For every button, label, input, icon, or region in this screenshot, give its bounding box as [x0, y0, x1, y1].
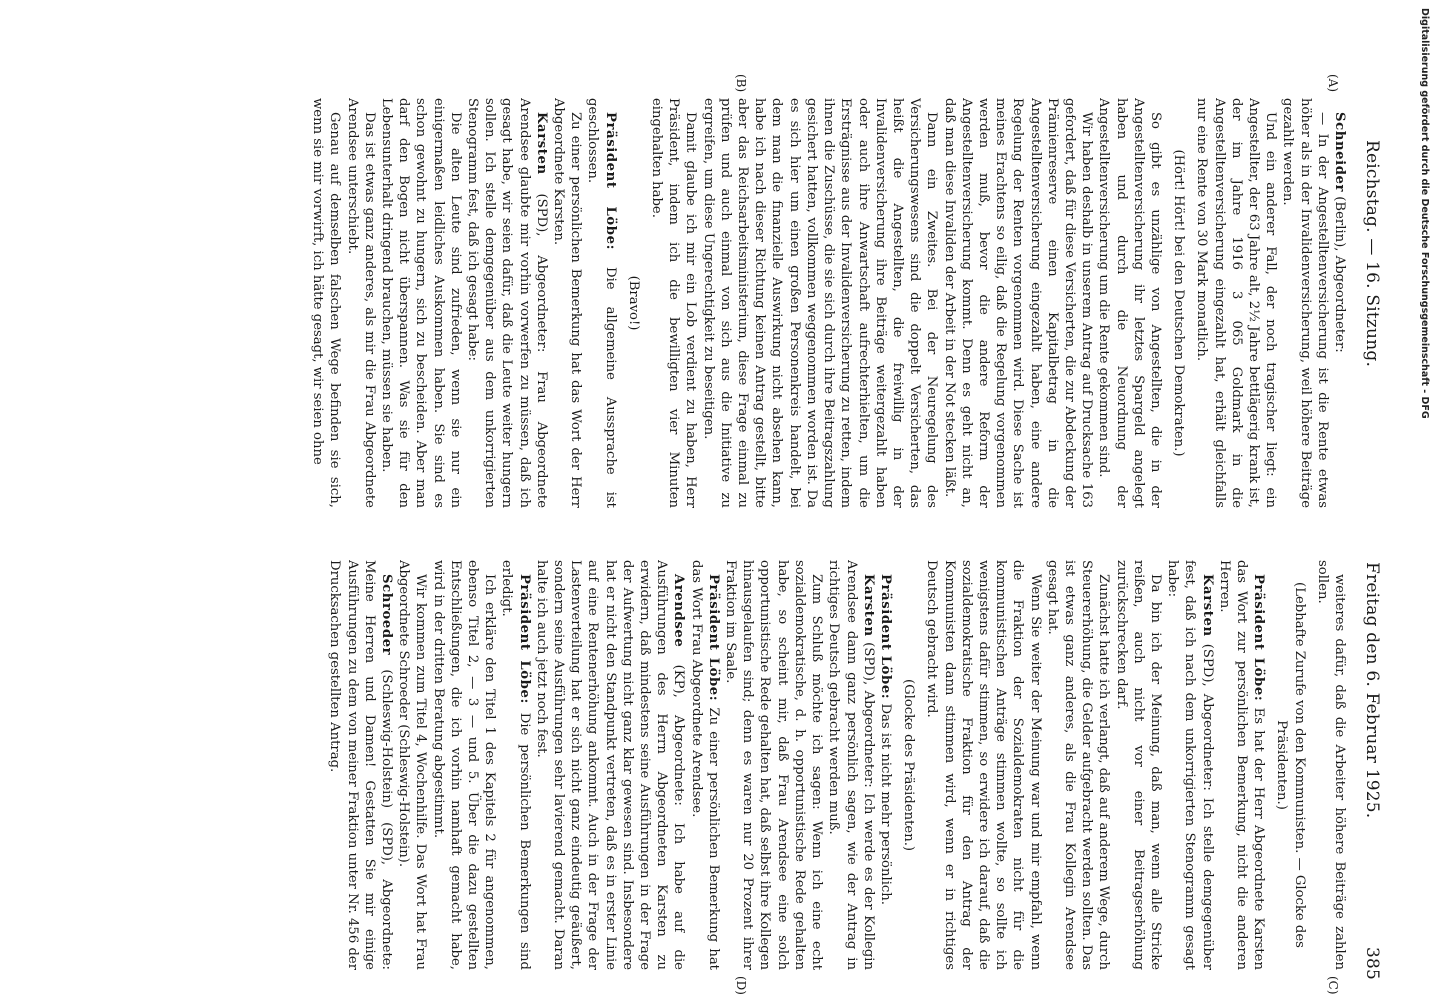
speaker-paragraph	[584, 98, 618, 508]
speaker-paragraph	[1216, 560, 1268, 970]
speech-text: (SPD), Abgeordneter: Ich werde es der Kollegin Arendsee dann ganz persönlich sagen, wie der Antrag in richtiges Deutsch gebracht werden muß.	[826, 560, 876, 970]
interjection: (Glocke des Präsidenten.)	[901, 678, 917, 852]
speaker-paragraph	[1331, 98, 1348, 508]
speaker-name: Arendsee	[671, 574, 687, 648]
interjection: (Lebhafte Zurufe von den Kommunisten. — Glocke des Präsidenten.)	[1274, 582, 1307, 948]
speech-text: (KP), Abgeordnete: Ich habe auf die Ausführungen des Herrn Abgeordneten Karsten zu erwidern, daß mindestens seine Ausführungen in der Frage der Aufwertung nicht ganz klar gewesen sind. Insbesondere hat er nicht den Standpunkt vertreten, daß es in erster Linie auf eine Rentenerhöhung ankommt. Auch in der Frage der Lastenverteilung hat er sich nicht ganz eindeutig geäußert, sondern seine Ausführungen sehr lavierend gemacht. Daran halte ich auch jetzt noch fest.	[533, 560, 687, 970]
paragraph: Das ist etwas ganz anderes, als mir die Frau Abgeordnete Arendsee unterschiebt.	[344, 98, 377, 508]
header-date: Freitag den 6. Februar 1925.	[1362, 562, 1382, 819]
speaker-name: Präsident Löbe:	[877, 574, 893, 700]
speech-text: (Berlin), Abgeordneter:	[1332, 192, 1347, 353]
paragraph: Zum Schluß möchte ich sagen: Wenn ich eine echt sozialdemokratische, d. h. opportunistische Rede gehalten habe, so scheint mir, daß Frau Arendsee eine solch opportunistische Rede gehalten hat, daß selbst ihre Kollegen hinausgelaufen sind; denn es waren nur 20 Prozent ihrer Fraktion im Saale.	[723, 560, 825, 970]
paragraph: Damit glaube ich mir ein Lob verdient zu haben, Herr Präsident, indem ich die bewilligten vier Minuten eingehalten habe.	[649, 98, 699, 508]
speech-text: Das ist nicht mehr persönlich.	[877, 699, 893, 905]
speech-text: Die persönlichen Bemerkungen sind erledigt.	[499, 560, 532, 970]
speaker-name: Präsident Löbe:	[705, 574, 721, 702]
paragraph: — In der Angestelltenversicherung ist die Rente etwas höher als in der Invalidenversicherung, weil höhere Beiträge gezahlt werden.	[1280, 98, 1330, 508]
paragraph: Da bin ich der Meinung, daß man, wenn alle Stricke reißen, auch nicht vor einer Beitragserhöhung zurückschrecken darf.	[1113, 560, 1163, 970]
speaker-name: Schroeder	[379, 574, 395, 656]
speaker-name: Präsident Löbe:	[1251, 574, 1267, 702]
speaker-paragraph	[1164, 560, 1216, 970]
paragraph: Ich erkläre den Titel 1 des Kapitels 2 für angenommen, ebenso Titel 2, — 3 — und 5. Über die dazu gestellten Entschließungen, die ich vorhin namhaft gemacht habe, wird in der dritten Beratung abgestimmt.	[430, 560, 498, 970]
left-column	[68, 98, 1348, 508]
speech-text: (SPD), Abgeordneter: Frau Abgeordnete Arendsee glaubte mir vorhin vorwerfen zu müssen, daß ich gesagt habe, wir seien dafür, daß die Leute weiter hungern sollen. Ich stelle demgegenüber aus dem unkorrigierten Stenogramm fest, daß ich gesagt habe:	[465, 98, 549, 508]
speaker-paragraph	[464, 98, 550, 508]
paragraph: Zunächst hatte ich verlangt, daß auf anderem Wege, durch Steuererhöhung, die Gelder aufgebracht werden sollten. Das ist etwas ganz anderes, als die Frau Kollegin Arendsee gesagt hat.	[1044, 560, 1112, 970]
speech-text: (Schleswig-Holstein) (SPD), Abgeordnete: Meine Herren und Damen! Gestatten Sie mir einige Ausführungen zu dem von meiner Fraktion unter Nr. 456 der Drucksachen gestellten Antrag.	[327, 560, 395, 970]
speech-text: Es hat der Herr Abgeordnete Karsten das Wort zur persönlichen Bemerkung, nicht die anderen Herren.	[1216, 560, 1267, 970]
speaker-name: Karsten	[1199, 574, 1215, 637]
page-header	[1356, 78, 1388, 998]
paragraph: So gibt es unzählige von Angestellten, die in der Angestelltenversicherung ihr letztes Spargeld angelegt haben und durch die Neuordnung der Angestelltenversicherung um die Rente gekommen sind.	[1096, 98, 1163, 508]
digitization-note-text: Digitalisierung gefördert durch die Deutsche Forschungsgemeinschaft - DFG	[1419, 8, 1430, 419]
digitization-note	[1418, 8, 1432, 992]
paragraph: Zu einer persönlichen Bemerkung hat das Wort der Herr Abgeordnete Karsten.	[551, 98, 584, 508]
interjection: (Hört! Hört! bei den Deutschen Demokraten.)	[1171, 149, 1187, 457]
interjection: (Bravo!)	[625, 275, 641, 331]
speech-text: Zu einer persönlichen Bemerkung hat das Wort Frau Abgeordnete Arendsee.	[688, 560, 721, 970]
paragraph: Wir kommen zum Titel 4, Wochenhilfe. Das Wort hat Frau Abgeordnete Schroeder (Schleswig-Holstein).	[396, 560, 429, 970]
margin-mark-c: (C)	[1326, 976, 1340, 995]
margin-mark-d: (D)	[734, 976, 748, 995]
paragraph: Dann ein Zweites. Bei der Neuregelung des Versicherungswesens sind die doppelt Versicherten, das heißt die Angestellten, die freiwillig in der Invalidenversicherung ihre Beiträge weitergezahlt haben oder auch ihre Anwartschaft aufrechterhielten, um die Ersträgnisse aus der Invalidenversicherung zu retten, indem ihnen die Zuschüsse, die sie sich durch ihre Beitragszahlung gesichert hatten, vollkommen weggenommen worden ist. Da es sich hier um einen großen Personenkreis handelt, bei dem man die finanzielle Auswirkung nicht absehen kann, habe ich nach dieser Richtung keinen Antrag gestellt, bitte aber das Reichsarbeitsministerium, diese Frage einmal zu prüfen und auch einmal von sich aus die Initiative zu ergreifen, um diese Ungerechtigkeit zu beseitigen.	[700, 98, 940, 508]
speech-text: Die allgemeine Aussprache ist geschlossen.	[585, 98, 618, 508]
speaker-name: Karsten	[860, 574, 876, 637]
speaker-paragraph	[825, 560, 877, 970]
document-page	[58, 74, 1388, 998]
speaker-paragraph	[687, 560, 721, 970]
margin-mark-a: (A)	[1326, 74, 1340, 93]
speaker-paragraph	[498, 560, 532, 970]
header-session: Reichstag. — 16. Sitzung.	[1362, 140, 1382, 368]
speaker-paragraph	[533, 560, 688, 970]
paragraph: Wir haben deshalb in unserem Antrag auf Drucksache 163 gefordert, daß für diese Versicherten, die zur Abdeckung der Prämienreserve einen Kapitalbetrag in die Angestelltenversicherung eingezahlt haben, eine andere Regelung der Renten vorgenommen wird. Diese Sache ist meines Erachtens so eilig, daß die Regelung vorgenommen werden muß, bevor die andere Reform der Angestelltenversicherung kommt. Denn es geht nicht an, daß man diese Invaliden der Arbeit in der Not stecken läßt.	[941, 98, 1095, 508]
speaker-paragraph	[877, 560, 894, 970]
paragraph: weiteres dafür, daß die Arbeiter höhere Beiträge zahlen sollen.	[1314, 560, 1347, 970]
paragraph: Und ein anderer Fall, der noch tragischer liegt: ein Angestellter, der 63 Jahre alt, 2½ Jahre bettlägerig krank ist, der im Jahre 1916 3 065 Goldmark in die Angestelltenversicherung eingezahlt hat, erhält gleichfalls nur eine Rente von 30 Mark monatlich.	[1194, 98, 1279, 508]
speaker-name: Schneider	[1332, 112, 1347, 193]
header-page-number: 385	[1362, 946, 1382, 980]
speaker-name: Präsident Löbe:	[602, 112, 618, 251]
speaker-paragraph	[326, 560, 395, 970]
speaker-name: Karsten	[533, 112, 549, 175]
right-column	[68, 560, 1348, 970]
margin-mark-b: (B)	[734, 74, 748, 93]
speech-text: (SPD), Abgeordneter: Ich stelle demgegenüber fest, daß ich nach dem unkorrigierten Stenogramm gesagt habe:	[1165, 560, 1215, 970]
paragraph: Genau auf demselben falschen Wege befinden sie sich, wenn sie mir vorwirft, ich hätte gesagt, wir seien ohne	[310, 98, 343, 508]
paragraph: Die alten Leute sind zufrieden, wenn sie nur ein einigermaßen leidliches Auskommen haben. Sie sind es schon gewohnt zu hungern, sich zu bescheiden. Aber man darf den Bogen nicht überspannen. Was sie für den Lebensunterhalt dringend brauchen, müssen sie haben.	[379, 98, 463, 508]
speaker-name: Präsident Löbe:	[516, 574, 532, 704]
paragraph: Wenn Sie weiter der Meinung war und mir empfahl, wenn die Fraktion der Sozialdemokraten nicht für die kommunistischen Anträge stimmen wollte, so sollte ich wenigstens dafür stimmen, so erwidere ich darauf, daß die sozialdemokratische Fraktion für den Antrag der Kommunisten dann stimmen wird, wenn er in richtiges Deutsch gebracht wird.	[924, 560, 1043, 970]
